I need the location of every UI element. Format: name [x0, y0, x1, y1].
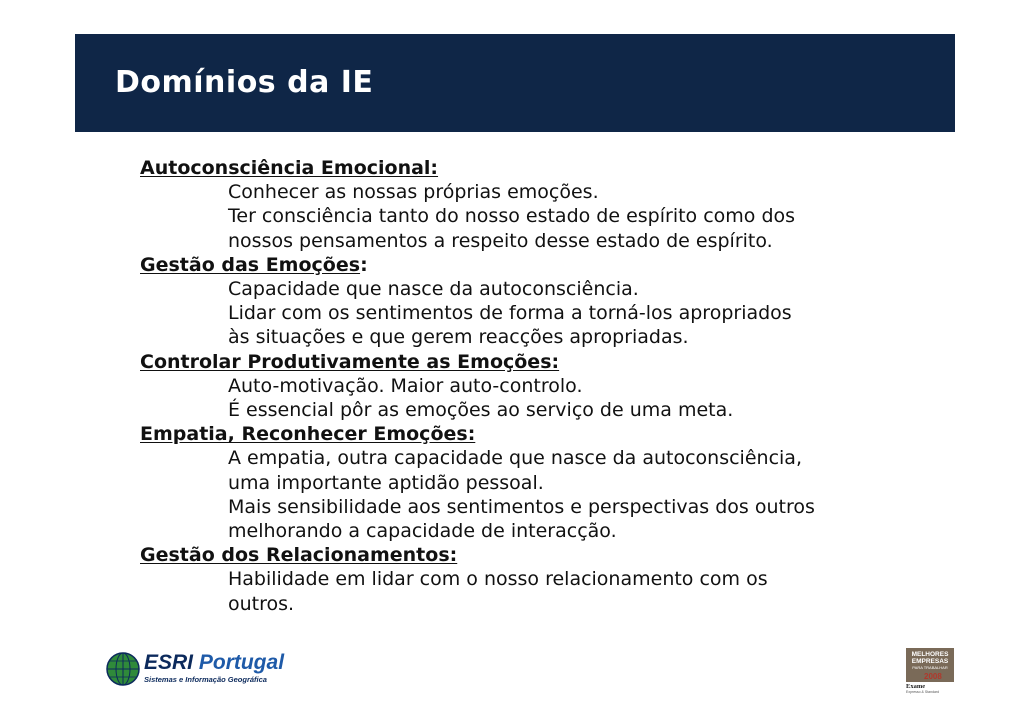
section-item: Auto-motivação. Maior auto-controlo.: [228, 374, 583, 397]
section-item: melhorando a capacidade de interacção.: [228, 520, 617, 543]
brand-esri: ESRI: [144, 651, 194, 674]
section-emotion-management: [140, 253, 930, 350]
award-publisher-sub: Expresso & Standard: [906, 690, 940, 694]
section-heading: Gestão dos Relacionamentos:: [140, 544, 458, 567]
brand-portugal: Portugal: [198, 651, 285, 674]
section-item: nossos pensamentos a respeito desse estado de espírito.: [228, 229, 773, 252]
section-heading: Gestão das Emoções: [140, 253, 361, 276]
section-heading-suffix: :: [360, 253, 368, 276]
section-item: às situações e que gerem reacções apropriadas.: [228, 326, 689, 349]
section-item: Ter consciência tanto do nosso estado de espírito como dos: [228, 205, 796, 228]
globe-icon: [106, 652, 140, 686]
section-productive-control: [140, 350, 930, 423]
slide-title: Domínios da IE: [115, 65, 374, 100]
award-year: 2008: [924, 672, 942, 681]
section-empathy: [140, 422, 930, 543]
brand-tagline: Sistemas e Informação Geográfica: [144, 675, 267, 684]
section-heading: Empatia, Reconhecer Emoções:: [140, 423, 476, 446]
award-line2: EMPRESAS: [911, 658, 949, 665]
section-item: Lidar com os sentimentos de forma a torná-los apropriados: [228, 302, 792, 325]
section-item: Capacidade que nasce da autoconsciência.: [228, 278, 639, 301]
esri-portugal-logo: [106, 652, 306, 688]
award-line3: PARA TRABALHAR: [912, 665, 948, 670]
section-item: Conhecer as nossas próprias emoções.: [228, 181, 599, 204]
section-heading: Controlar Produtivamente as Emoções:: [140, 350, 560, 373]
section-item: A empatia, outra capacidade que nasce da autoconsciência,: [228, 447, 802, 470]
award-line1: MELHORES: [911, 651, 949, 658]
title-bar: [75, 34, 955, 132]
section-self-awareness: [140, 156, 930, 253]
slide-content: [140, 156, 930, 616]
section-item: Habilidade em lidar com o nosso relacionamento com os: [228, 568, 768, 591]
section-item: É essencial pôr as emoções ao serviço de uma meta.: [228, 399, 734, 422]
section-item: Mais sensibilidade aos sentimentos e perspectivas dos outros: [228, 495, 815, 518]
award-publisher: Exame: [906, 683, 926, 690]
section-heading: Autoconsciência Emocional:: [140, 157, 439, 179]
section-item: uma importante aptidão pessoal.: [228, 471, 544, 494]
section-item: outros.: [228, 592, 295, 615]
section-relationship-management: [140, 543, 930, 616]
award-badge: [902, 648, 956, 694]
